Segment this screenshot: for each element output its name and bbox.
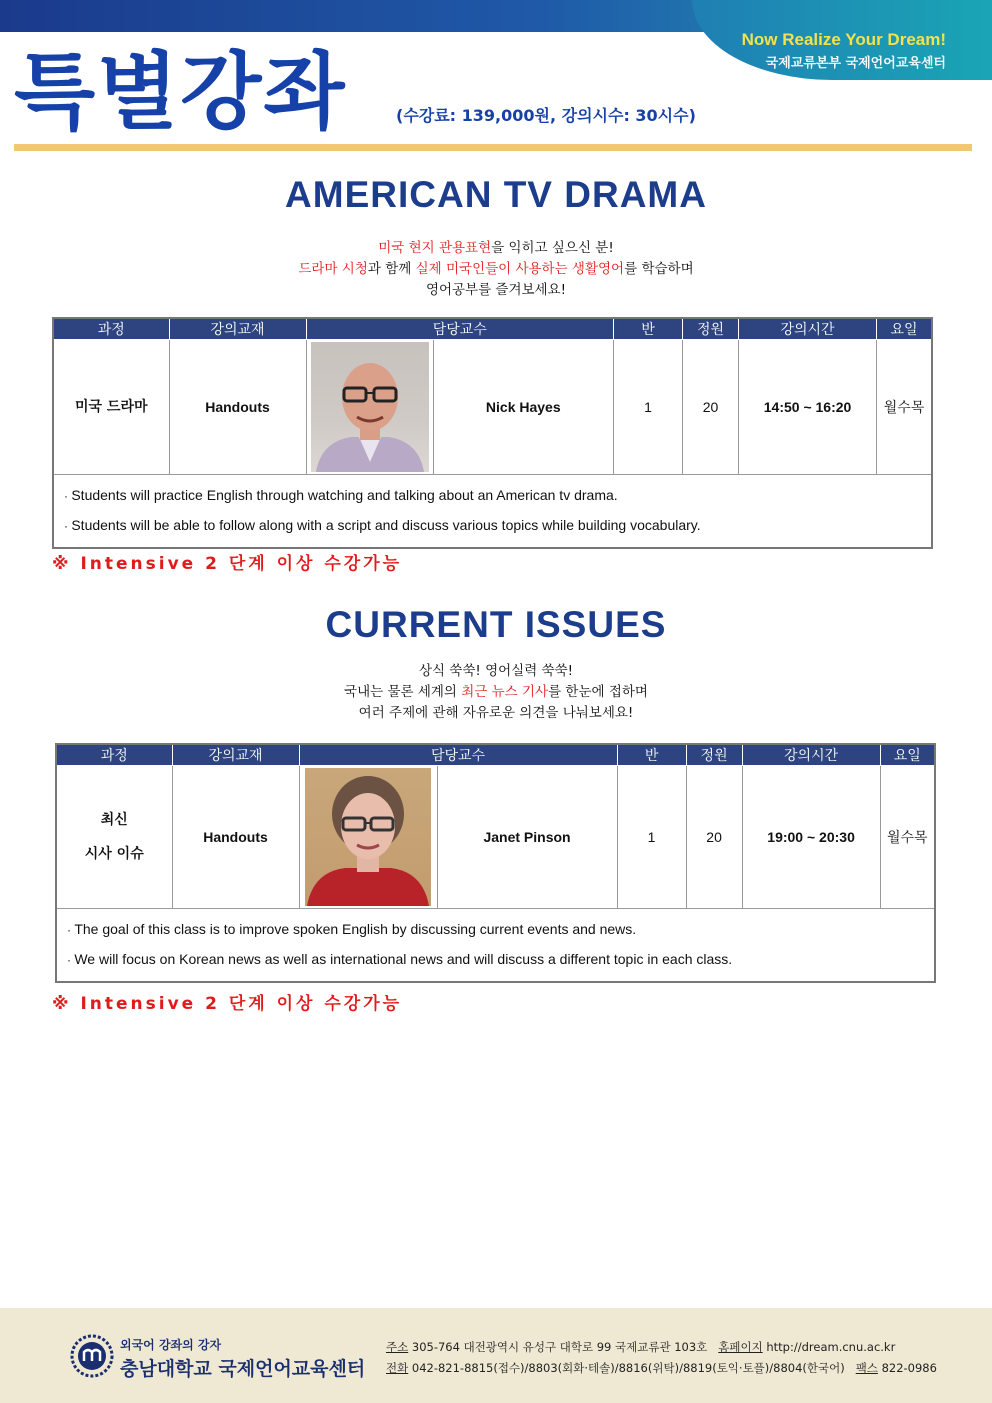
col-capacity: 정원 [683, 318, 739, 340]
intro-highlight: 최근 뉴스 기사 [461, 684, 549, 700]
course1-note: ※ Intensive 2 단계 이상 수강가능 [52, 554, 403, 574]
class-days: 월수목 [877, 340, 932, 475]
tagline: Now Realize Your Dream! [741, 30, 946, 49]
address-label: 주소 [386, 1340, 409, 1354]
website-link[interactable]: http://dream.cnu.ac.kr [766, 1340, 896, 1354]
intro-highlight: 실제 미국인들이 사용하는 생활영어 [415, 261, 625, 277]
course-material: Handouts [172, 766, 299, 909]
col-professor: 담당교수 [306, 318, 614, 340]
table-row [56, 766, 935, 909]
col-time: 강의시간 [739, 318, 877, 340]
description-line: · We will focus on Korean news as well as international news and will discuss a different topic in each class. [67, 945, 924, 975]
footer-slogan: 외국어 강좌의 강자 [120, 1338, 222, 1352]
fax: 822-0986 [881, 1361, 937, 1375]
course-name-line: 최신 [100, 812, 128, 828]
class-number: 1 [617, 766, 686, 909]
class-days: 월수목 [880, 766, 935, 909]
professor-photo-cell [306, 340, 433, 475]
footer-address-line [386, 1339, 895, 1355]
description-line: · Students will practice English through watching and talking about an American tv drama. [64, 481, 921, 511]
course-name: 미국 드라마 [53, 340, 169, 475]
col-capacity: 정원 [686, 744, 742, 766]
col-material: 강의교재 [169, 318, 306, 340]
phone: 042-821-8815(접수)/8803(회화·테솔)/8816(위탁)/8819(토익·토플)/8804(한국어) [411, 1361, 845, 1375]
intro-text: 을 익히고 싶으신 분! [491, 240, 614, 256]
tagline-block [742, 30, 946, 71]
intro-text: 영어공부를 즐겨보세요! [425, 282, 567, 298]
course1-intro [0, 238, 992, 301]
col-course: 과정 [56, 744, 172, 766]
fee-info: (수강료: 139,000원, 강의시수: 30시수) [396, 106, 696, 125]
intro-text: 여러 주제에 관해 자유로운 의견을 나눠보세요! [358, 705, 634, 721]
col-course: 과정 [53, 318, 169, 340]
table-row [53, 340, 932, 475]
table-header-row [53, 318, 932, 340]
col-time: 강의시간 [742, 744, 880, 766]
table-header-row [56, 744, 935, 766]
capacity: 20 [683, 340, 739, 475]
fax-label: 팩스 [855, 1361, 878, 1375]
intro-text: 를 한눈에 접하며 [548, 684, 648, 700]
intro-text: 상식 쑥쑥! 영어실력 쑥쑥! [418, 663, 574, 679]
course1-table [52, 317, 933, 549]
org-name: 국제교류본부 국제언어교육센터 [765, 56, 946, 71]
course-name [56, 766, 172, 909]
professor-photo [311, 342, 429, 472]
course2-title: CURRENT ISSUES [325, 604, 667, 645]
intro-highlight: 미국 현지 관용표현 [378, 240, 492, 256]
class-time: 14:50 ~ 16:20 [739, 340, 877, 475]
table-desc-row [56, 909, 935, 983]
course-description [56, 909, 935, 983]
col-professor: 담당교수 [299, 744, 617, 766]
footer-org-name: 충남대학교 국제언어교육센터 [120, 1358, 366, 1380]
professor-photo [305, 768, 431, 906]
intro-text: 과 함께 [367, 261, 416, 277]
col-days: 요일 [880, 744, 935, 766]
course2-table [55, 743, 936, 983]
col-class: 반 [614, 318, 683, 340]
divider [14, 144, 972, 151]
address: 305-764 대전광역시 유성구 대학로 99 국제교류관 103호 [411, 1340, 708, 1354]
intro-text: 를 학습하며 [624, 261, 694, 277]
capacity: 20 [686, 766, 742, 909]
col-material: 강의교재 [172, 744, 299, 766]
course-material: Handouts [169, 340, 306, 475]
professor-name: Nick Hayes [433, 340, 614, 475]
website-label: 홈페이지 [718, 1340, 763, 1354]
intro-highlight: 드라마 시청 [298, 261, 368, 277]
description-line: · The goal of this class is to improve spoken English by discussing current events and news. [67, 915, 924, 945]
phone-label: 전화 [386, 1361, 409, 1375]
footer-contact-line [386, 1360, 937, 1376]
description-line: · Students will be able to follow along with a script and discuss various topics while building vocabulary. [64, 511, 921, 541]
university-logo-icon [70, 1334, 114, 1378]
course-name-line: 시사 이슈 [84, 846, 144, 862]
class-number: 1 [614, 340, 683, 475]
class-time: 19:00 ~ 20:30 [742, 766, 880, 909]
table-desc-row [53, 475, 932, 549]
course2-note: ※ Intensive 2 단계 이상 수강가능 [52, 994, 403, 1014]
course2-intro [0, 661, 992, 724]
col-class: 반 [617, 744, 686, 766]
course1-title: AMERICAN TV DRAMA [285, 174, 707, 215]
intro-text: 국내는 물론 세계의 [344, 684, 462, 700]
course-description [53, 475, 932, 549]
professor-photo-cell [299, 766, 437, 909]
page-title: 특별강좌 [14, 43, 347, 141]
professor-name: Janet Pinson [437, 766, 617, 909]
col-days: 요일 [877, 318, 932, 340]
